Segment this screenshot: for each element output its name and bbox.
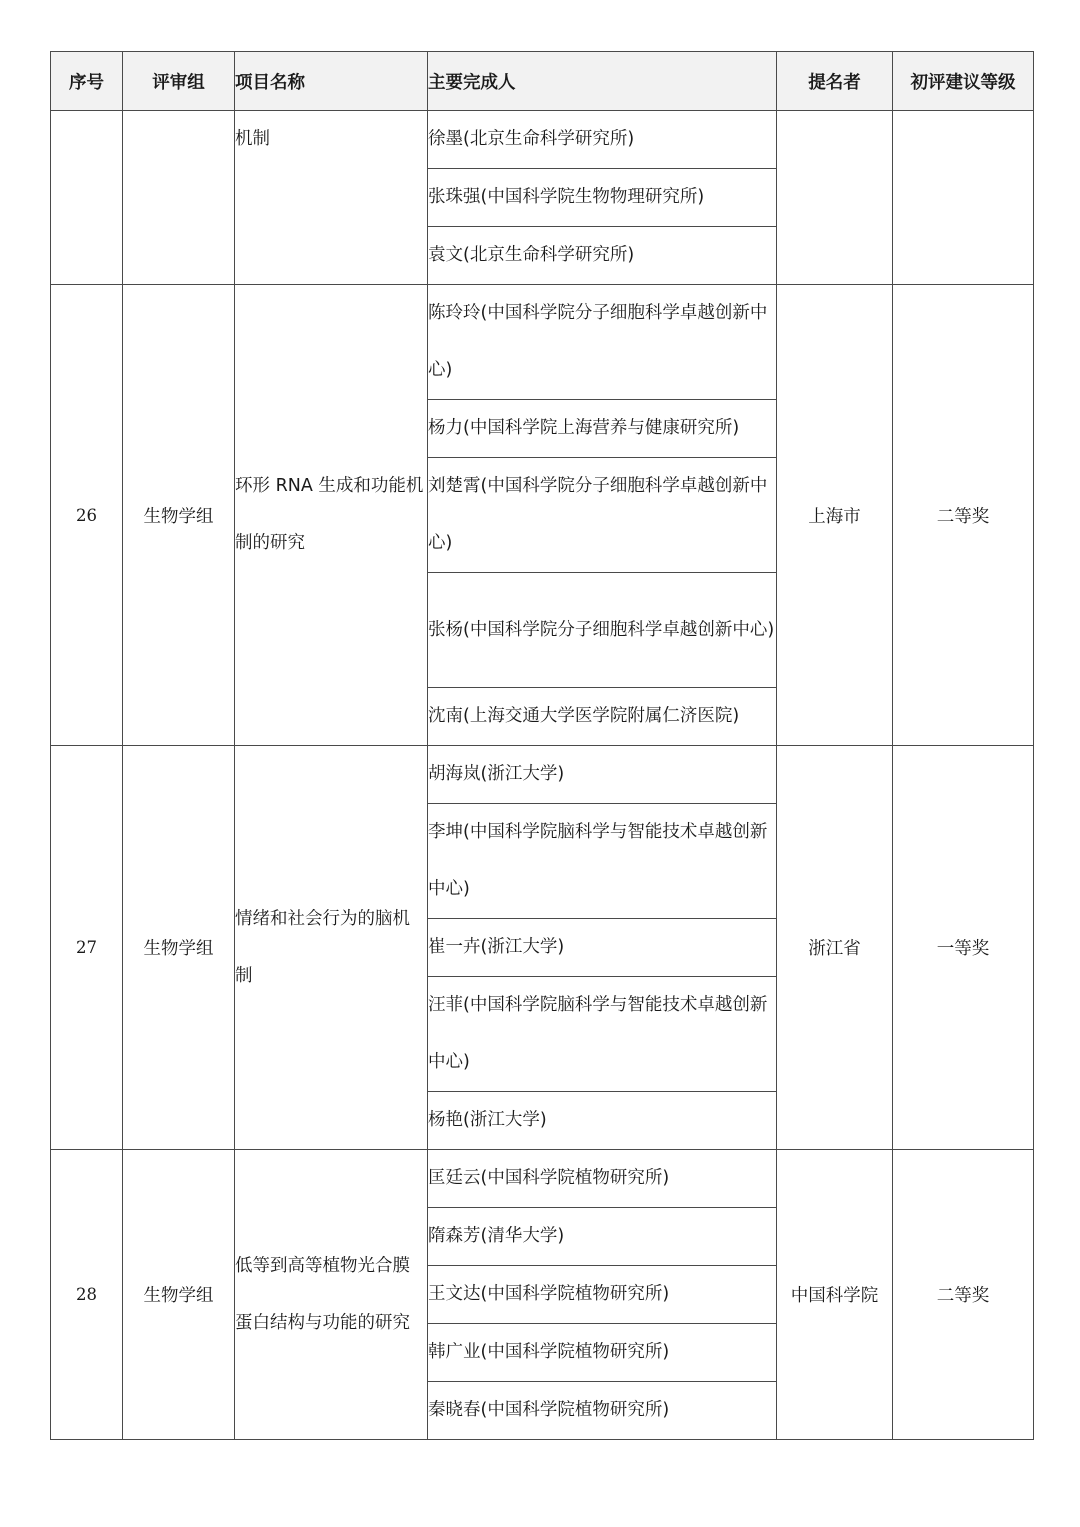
table-row (51, 111, 1034, 169)
grade-cell: 一等奖 (893, 746, 1034, 1150)
person-cell: 秦晓春(中国科学院植物研究所) (428, 1382, 777, 1440)
person-cell: 张珠强(中国科学院生物物理研究所) (428, 169, 777, 227)
person-cell: 李坤(中国科学院脑科学与智能技术卓越创新中心) (428, 804, 777, 919)
grade-cell: 二等奖 (893, 1150, 1034, 1440)
grade-cell (893, 111, 1034, 285)
person-cell: 沈南(上海交通大学医学院附属仁济医院) (428, 688, 777, 746)
seq-cell: 28 (51, 1150, 123, 1440)
nominator-cell: 浙江省 (777, 746, 893, 1150)
grade-cell: 二等奖 (893, 285, 1034, 746)
group-cell (123, 111, 235, 285)
group-cell: 生物学组 (123, 285, 235, 746)
nominator-cell: 上海市 (777, 285, 893, 746)
table-row (51, 285, 1034, 400)
person-cell: 陈玲玲(中国科学院分子细胞科学卓越创新中心) (428, 285, 777, 400)
nominator-cell (777, 111, 893, 285)
table-row (51, 746, 1034, 804)
person-cell: 胡海岚(浙江大学) (428, 746, 777, 804)
person-cell: 隋森芳(清华大学) (428, 1208, 777, 1266)
table-row (51, 1150, 1034, 1208)
header-group: 评审组 (123, 52, 235, 111)
project-cell: 机制 (235, 111, 428, 285)
person-cell: 张杨(中国科学院分子细胞科学卓越创新中心) (428, 573, 777, 688)
seq-cell: 26 (51, 285, 123, 746)
header-people: 主要完成人 (428, 52, 777, 111)
project-cell: 环形 RNA 生成和功能机制的研究 (235, 285, 428, 746)
header-grade: 初评建议等级 (893, 52, 1034, 111)
person-cell: 王文达(中国科学院植物研究所) (428, 1266, 777, 1324)
person-cell: 刘楚霄(中国科学院分子细胞科学卓越创新中心) (428, 458, 777, 573)
seq-cell: 27 (51, 746, 123, 1150)
header-nominator: 提名者 (777, 52, 893, 111)
project-cell: 低等到高等植物光合膜蛋白结构与功能的研究 (235, 1150, 428, 1440)
person-cell: 崔一卉(浙江大学) (428, 919, 777, 977)
header-project: 项目名称 (235, 52, 428, 111)
person-cell: 匡廷云(中国科学院植物研究所) (428, 1150, 777, 1208)
seq-cell (51, 111, 123, 285)
person-cell: 徐墨(北京生命科学研究所) (428, 111, 777, 169)
header-seq: 序号 (51, 52, 123, 111)
person-cell: 汪菲(中国科学院脑科学与智能技术卓越创新中心) (428, 977, 777, 1092)
person-cell: 袁文(北京生命科学研究所) (428, 227, 777, 285)
project-cell: 情绪和社会行为的脑机制 (235, 746, 428, 1150)
group-cell: 生物学组 (123, 1150, 235, 1440)
person-cell: 杨力(中国科学院上海营养与健康研究所) (428, 400, 777, 458)
group-cell: 生物学组 (123, 746, 235, 1150)
award-table (50, 51, 1034, 1440)
person-cell: 韩广业(中国科学院植物研究所) (428, 1324, 777, 1382)
nominator-cell: 中国科学院 (777, 1150, 893, 1440)
header-row (51, 52, 1034, 111)
person-cell: 杨艳(浙江大学) (428, 1092, 777, 1150)
